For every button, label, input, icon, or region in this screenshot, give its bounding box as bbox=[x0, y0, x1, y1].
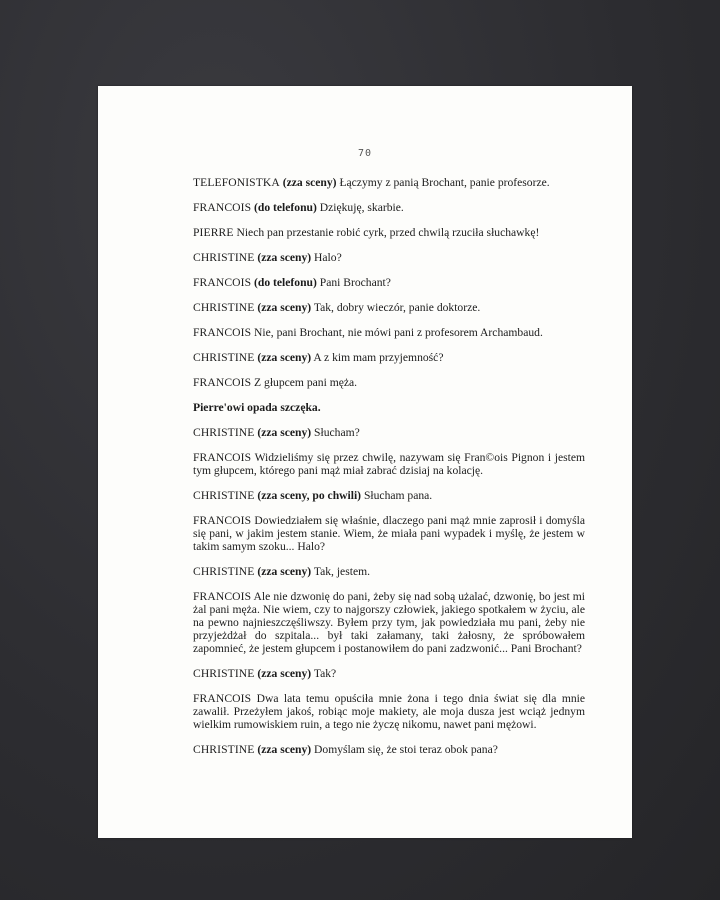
dialogue-text: Dowiedziałem się właśnie, dlaczego pani mąż mnie zaprosił i domyśla się pani, w jakim jestem stanie. Wiem, że miała pani wypadek i myślę, że jestem w takim samym szoku... Halo? bbox=[193, 514, 585, 553]
dialogue-text: Dziękuję, skarbie. bbox=[319, 201, 404, 214]
dialogue-line bbox=[193, 565, 585, 578]
speaker-name: FRANCOIS bbox=[193, 590, 252, 603]
dialogue-text: Łączymy z panią Brochant, panie profesorze. bbox=[339, 176, 550, 189]
speaker-name: CHRISTINE bbox=[193, 565, 255, 578]
dialogue-line bbox=[193, 667, 585, 680]
dialogue-line bbox=[193, 451, 585, 477]
dialogue-text: Tak, dobry wieczór, panie doktorze. bbox=[313, 301, 481, 314]
dialogue-text: Dwa lata temu opuściła mnie żona i tego dnia świat się dla mnie zawalił. Przeżyłem jakoś, robiąc moje makiety, ale moja dusza jest wciąż jednym wielkim rumowiskiem ruin, a tego nie życzę nikomu, nawet pani mężowi. bbox=[193, 692, 585, 731]
speaker-name: CHRISTINE bbox=[193, 667, 255, 680]
stage-direction: (zza sceny) bbox=[257, 251, 312, 264]
dialogue-text: Nie, pani Brochant, nie mówi pani z profesorem Archambaud. bbox=[254, 326, 543, 339]
dialogue-line bbox=[193, 376, 585, 389]
speaker-name: CHRISTINE bbox=[193, 351, 255, 364]
dialogue-text: Domyślam się, że stoi teraz obok pana? bbox=[314, 743, 498, 756]
dialogue-line bbox=[193, 514, 585, 553]
dialogue-line bbox=[193, 226, 585, 239]
speaker-name: FRANCOIS bbox=[193, 376, 252, 389]
speaker-name: FRANCOIS bbox=[193, 201, 252, 214]
stage-direction: (do telefonu) bbox=[254, 201, 317, 214]
script-page bbox=[98, 86, 632, 838]
stage-direction: (zza sceny, po chwili) bbox=[257, 489, 362, 502]
speaker-name: CHRISTINE bbox=[193, 489, 255, 502]
stage-direction: (do telefonu) bbox=[254, 276, 317, 289]
dialogue-text: Tak? bbox=[313, 667, 337, 680]
speaker-name: FRANCOIS bbox=[193, 692, 252, 705]
dialogue-text: Niech pan przestanie robić cyrk, przed chwilą rzuciła słuchawkę! bbox=[236, 226, 540, 239]
stage-direction: (zza sceny) bbox=[257, 351, 312, 364]
speaker-name: FRANCOIS bbox=[193, 276, 252, 289]
speaker-name: PIERRE bbox=[193, 226, 234, 239]
dialogue-line bbox=[193, 692, 585, 731]
stage-action: Pierre'owi opada szczęka. bbox=[193, 401, 321, 414]
dialogue-line bbox=[193, 301, 585, 314]
page-number: 70 bbox=[357, 148, 373, 159]
dialogue-line bbox=[193, 326, 585, 339]
dialogue-text: Z głupcem pani męża. bbox=[254, 376, 358, 389]
dialogue-text: Słucham? bbox=[314, 426, 360, 439]
dialogue-line bbox=[193, 276, 585, 289]
stage-direction: (zza sceny) bbox=[257, 667, 312, 680]
stage-direction: (zza sceny) bbox=[282, 176, 337, 189]
dialogue-text: A z kim mam przyjemność? bbox=[313, 351, 444, 364]
speaker-name: TELEFONISTKA bbox=[193, 176, 280, 189]
dialogue-line bbox=[193, 426, 585, 439]
stage-direction: (zza sceny) bbox=[257, 565, 312, 578]
dialogue-text: Widzieliśmy się przez chwilę, nazywam się Fran©ois Pignon i jestem tym głupcem, którego pani mąż miał zabrać dzisiaj na kolację. bbox=[193, 451, 585, 477]
speaker-name: CHRISTINE bbox=[193, 426, 255, 439]
dialogue-line bbox=[193, 743, 585, 756]
dialogue-line bbox=[193, 590, 585, 655]
dialogue-text: Pani Brochant? bbox=[319, 276, 391, 289]
dialogue-text: Halo? bbox=[314, 251, 342, 264]
dialogue-text: Tak, jestem. bbox=[313, 565, 371, 578]
dialogue-line bbox=[193, 201, 585, 214]
speaker-name: FRANCOIS bbox=[193, 451, 252, 464]
speaker-name: FRANCOIS bbox=[193, 514, 252, 527]
dialogue-line bbox=[193, 489, 585, 502]
speaker-name: FRANCOIS bbox=[193, 326, 252, 339]
speaker-name: CHRISTINE bbox=[193, 743, 255, 756]
dialogue-text: Ale nie dzwonię do pani, żeby się nad sobą użalać, dzwonię, bo jest mi żal pani męża. Nie wiem, czy to najgorszy człowiek, jakiego spotkałem w życiu, ale na pewno najnieszczęśliwszy. Byłem przy tym, jak powiedziała mu pani, żeby nie przyjeżdżał do szpitala... był taki załamany, taki żałosny, że spróbowałem zapomnieć, że jestem głupcem i postanowiłem do pani zadzwonić... Pani Brochant? bbox=[193, 590, 585, 655]
dialogue-line bbox=[193, 351, 585, 364]
stage-direction: (zza sceny) bbox=[257, 426, 312, 439]
stage-direction: (zza sceny) bbox=[257, 301, 312, 314]
speaker-name: CHRISTINE bbox=[193, 301, 255, 314]
dialogue-line bbox=[193, 176, 585, 189]
script-body bbox=[193, 176, 585, 768]
stage-direction: (zza sceny) bbox=[257, 743, 312, 756]
dialogue-line bbox=[193, 251, 585, 264]
action-line bbox=[193, 401, 585, 414]
speaker-name: CHRISTINE bbox=[193, 251, 255, 264]
dialogue-text: Słucham pana. bbox=[363, 489, 433, 502]
